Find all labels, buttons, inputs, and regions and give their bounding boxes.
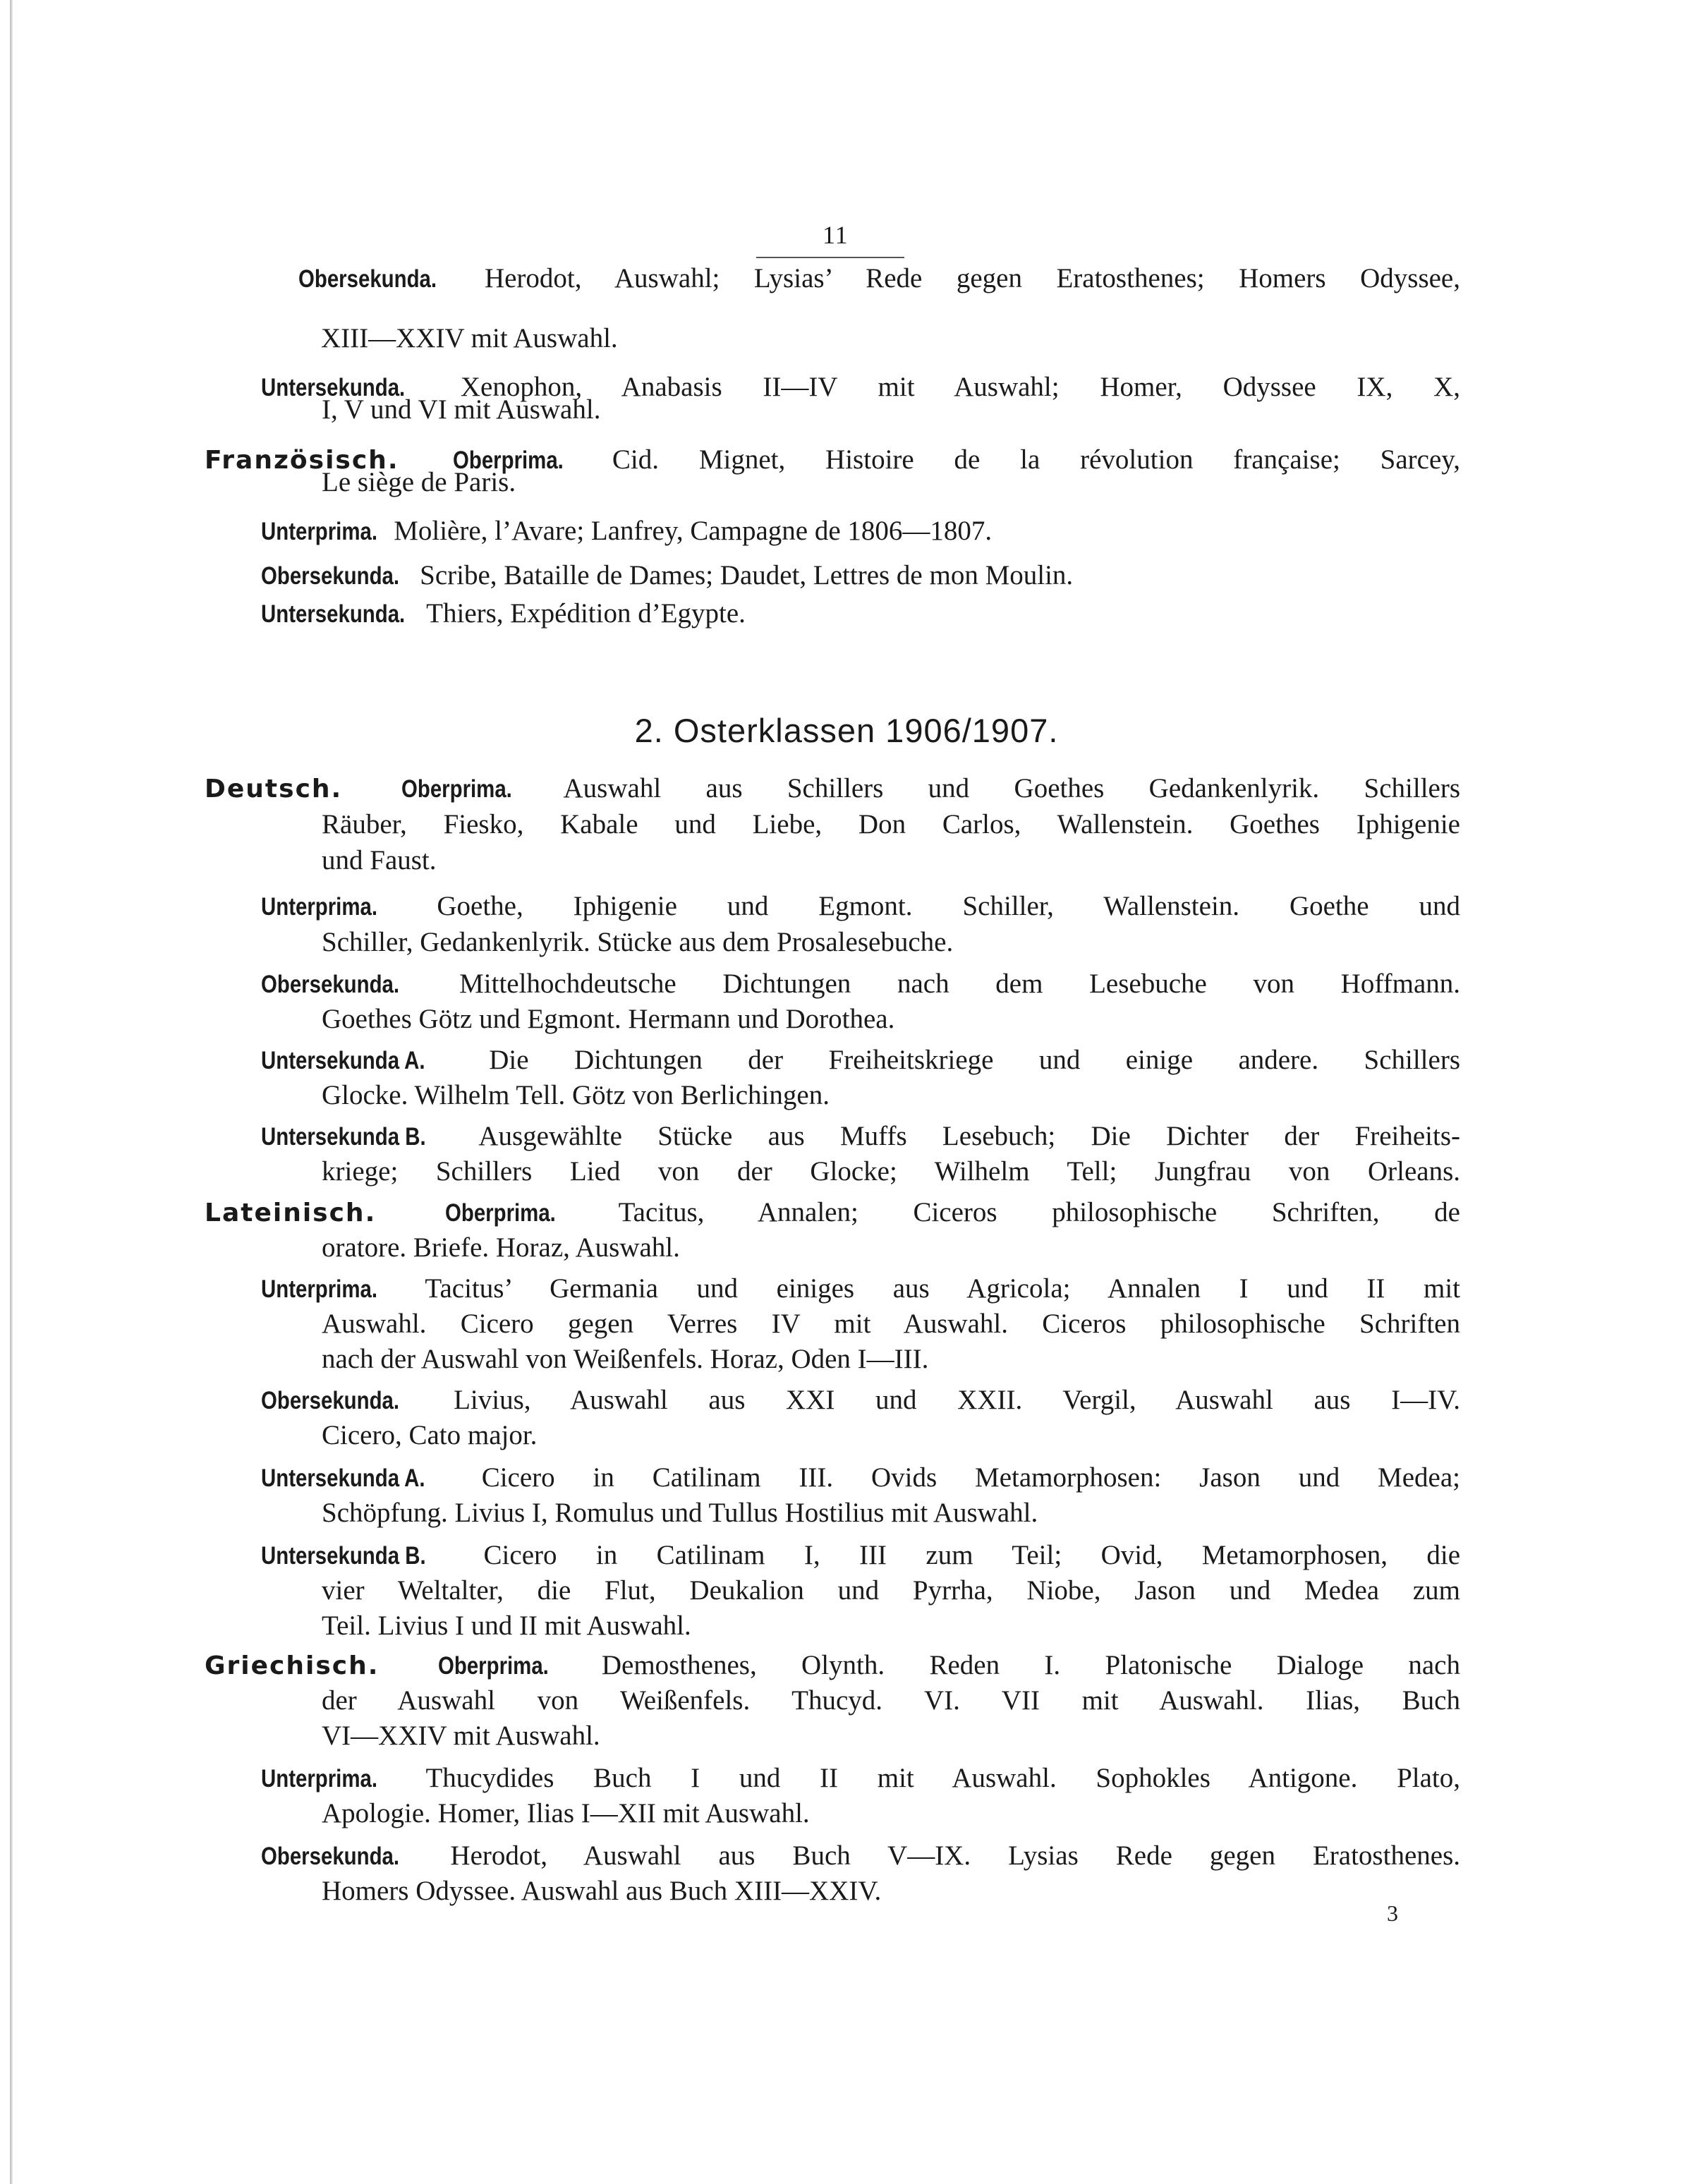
- line-text: Die Dichtungen der Freiheitskriege und einige andere. Schillers: [489, 1045, 1460, 1075]
- line-text: Glocke. Wilhelm Tell. Götz von Berlichingen.: [322, 1080, 830, 1110]
- text-line: [322, 843, 437, 878]
- text-line: [322, 1718, 600, 1754]
- line-text: Tacitus, Annalen; Ciceros philosophische Schriften, de: [618, 1197, 1460, 1227]
- text-line: [261, 1460, 1460, 1496]
- class-label: Obersekunda.: [298, 265, 437, 293]
- text-line: [261, 1383, 1460, 1419]
- line-text: Cid. Mignet, Histoire de la révolution française; Sarcey,: [612, 444, 1460, 475]
- line-text: Homers Odyssee. Auswahl aus Buch XIII—XXIV.: [322, 1876, 882, 1906]
- class-label: Unterprima.: [261, 1765, 378, 1792]
- text-line: [261, 1043, 1460, 1079]
- text-line: [261, 1538, 1460, 1574]
- line-text: I, V und VI mit Auswahl.: [322, 394, 601, 425]
- class-label: Untersekunda B.: [261, 1123, 426, 1151]
- class-label: Obersekunda.: [261, 562, 400, 590]
- line-text: Schiller, Gedankenlyrik. Stücke aus dem Prosalesebuche.: [322, 927, 954, 957]
- text-line: [322, 1342, 928, 1377]
- line-text: Tacitus’ Germania und einiges aus Agricola; Annalen I und II mit: [425, 1273, 1460, 1304]
- text-line: [322, 392, 600, 427]
- text-line: [322, 1306, 1460, 1342]
- class-label: Oberprima.: [444, 1199, 556, 1227]
- line-text: vier Weltalter, die Flut, Deukalion und Pyrrha, Niobe, Jason und Medea zum: [322, 1575, 1460, 1606]
- text-line: [261, 1761, 1460, 1797]
- text-line: [298, 261, 1460, 297]
- class-label: Unterprima.: [261, 518, 378, 545]
- class-label: Oberprima.: [453, 447, 564, 474]
- line-text: Cicero, Cato major.: [322, 1420, 538, 1450]
- line-text: Teil. Livius I und II mit Auswahl.: [322, 1610, 691, 1641]
- text-line: [322, 1418, 537, 1453]
- line-text: Molière, l’Avare; Lanfrey, Campagne de 1806—1807.: [394, 516, 993, 546]
- line-text: XIII—XXIV mit Auswahl.: [321, 323, 618, 353]
- class-label: Obersekunda.: [261, 1387, 400, 1414]
- line-text: Thucydides Buch I und II mit Auswahl. Sophokles Antigone. Plato,: [425, 1763, 1460, 1793]
- class-label: Untersekunda B.: [261, 1542, 426, 1570]
- text-line: [322, 1002, 894, 1037]
- text-line: [322, 807, 1460, 842]
- line-text: Schöpfung. Livius I, Romulus und Tullus Hostilius mit Auswahl.: [322, 1498, 1038, 1528]
- subject-label: Lateinisch.: [205, 1199, 377, 1227]
- page-number: 11: [823, 221, 849, 249]
- section-heading: 2. Osterklassen 1906/1907.: [634, 712, 1059, 749]
- text-line: [321, 321, 618, 356]
- line-text: Goethe, Iphigenie und Egmont. Schiller, Wallenstein. Goethe und: [437, 891, 1460, 921]
- line-text: Thiers, Expédition d’Egypte.: [426, 598, 746, 629]
- line-text: der Auswahl von Weißenfels. Thucyd. VI. VII mit Auswahl. Ilias, Buch: [322, 1685, 1460, 1716]
- class-label: Untersekunda.: [261, 374, 406, 401]
- text-line: [261, 1271, 1460, 1307]
- text-line: [261, 514, 992, 550]
- text-line: [261, 889, 1460, 925]
- class-label: Unterprima.: [261, 1275, 378, 1303]
- text-line: [261, 1119, 1460, 1155]
- page-number-rule: [756, 257, 904, 258]
- class-label: Untersekunda A.: [261, 1047, 425, 1074]
- text-line: [322, 1796, 810, 1831]
- line-text: Herodot, Auswahl; Lysias’ Rede gegen Eratosthenes; Homers Odyssee,: [484, 263, 1460, 293]
- line-text: Le siège de Paris.: [322, 467, 516, 497]
- line-text: Mittelhochdeutsche Dichtungen nach dem Lesebuche von Hoffmann.: [459, 969, 1460, 999]
- line-text: Scribe, Bataille de Dames; Daudet, Lettres de mon Moulin.: [420, 560, 1074, 590]
- subject-label: Deutsch.: [205, 775, 343, 803]
- text-line: [322, 1874, 881, 1909]
- text-line: [322, 1496, 1038, 1531]
- text-line: [322, 465, 516, 500]
- line-text: VI—XXIV mit Auswahl.: [322, 1721, 600, 1751]
- text-line: [322, 925, 953, 960]
- text-line: [322, 1154, 1460, 1189]
- signature-mark: 3: [1387, 1900, 1398, 1926]
- class-label: Obersekunda.: [261, 1843, 400, 1870]
- class-label: Oberprima.: [401, 775, 512, 803]
- text-line: [261, 1838, 1460, 1874]
- line-text: Cicero in Catilinam I, III zum Teil; Ovid, Metamorphosen, die: [483, 1540, 1461, 1570]
- text-line: [322, 1078, 830, 1113]
- class-label: Obersekunda.: [261, 971, 400, 998]
- line-text: Auswahl aus Schillers und Goethes Gedankenlyrik. Schillers: [563, 773, 1461, 803]
- text-line: [205, 1648, 1460, 1684]
- line-text: Cicero in Catilinam III. Ovids Metamorphosen: Jason und Medea;: [481, 1462, 1460, 1493]
- line-text: Ausgewählte Stücke aus Muffs Lesebuch; Die Dichter der Freiheits-: [478, 1121, 1460, 1151]
- scan-edge: [10, 0, 13, 2184]
- class-label: Oberprima.: [437, 1652, 549, 1680]
- text-line: [322, 1608, 691, 1644]
- text-line: [205, 1195, 1460, 1231]
- class-label: Untersekunda.: [261, 600, 406, 628]
- line-text: Apologie. Homer, Ilias I—XII mit Auswahl.: [322, 1798, 810, 1828]
- line-text: Herodot, Auswahl aus Buch V—IX. Lysias Rede gegen Eratosthenes.: [450, 1840, 1460, 1871]
- line-text: nach der Auswahl von Weißenfels. Horaz, Oden I—III.: [322, 1344, 929, 1374]
- text-line: [322, 1573, 1460, 1608]
- text-line: [261, 966, 1460, 1002]
- line-text: Goethes Götz und Egmont. Hermann und Dorothea.: [322, 1004, 895, 1034]
- line-text: und Faust.: [322, 845, 437, 875]
- line-text: oratore. Briefe. Horaz, Auswahl.: [322, 1232, 680, 1263]
- line-text: Xenophon, Anabasis II—IV mit Auswahl; Homer, Odyssee IX, X,: [460, 372, 1460, 402]
- line-text: Demosthenes, Olynth. Reden I. Platonische Dialoge nach: [601, 1650, 1460, 1680]
- class-label: Untersekunda A.: [261, 1464, 425, 1492]
- subject-label: Griechisch.: [205, 1651, 380, 1680]
- text-line: [322, 1683, 1460, 1718]
- line-text: kriege; Schillers Lied von der Glocke; Wilhelm Tell; Jungfrau von Orleans.: [322, 1156, 1460, 1187]
- line-text: Räuber, Fiesko, Kabale und Liebe, Don Carlos, Wallenstein. Goethes Iphigenie: [322, 809, 1460, 839]
- line-text: Livius, Auswahl aus XXI und XXII. Vergil, Auswahl aus I—IV.: [454, 1385, 1461, 1415]
- text-line: [322, 1230, 680, 1266]
- text-line: [261, 558, 1073, 594]
- subject-label: Französisch.: [205, 446, 399, 475]
- text-line: [205, 771, 1460, 807]
- class-label: Unterprima.: [261, 893, 378, 921]
- line-text: Auswahl. Cicero gegen Verres IV mit Auswahl. Ciceros philosophische Schriften: [322, 1309, 1460, 1339]
- text-line: [261, 596, 746, 632]
